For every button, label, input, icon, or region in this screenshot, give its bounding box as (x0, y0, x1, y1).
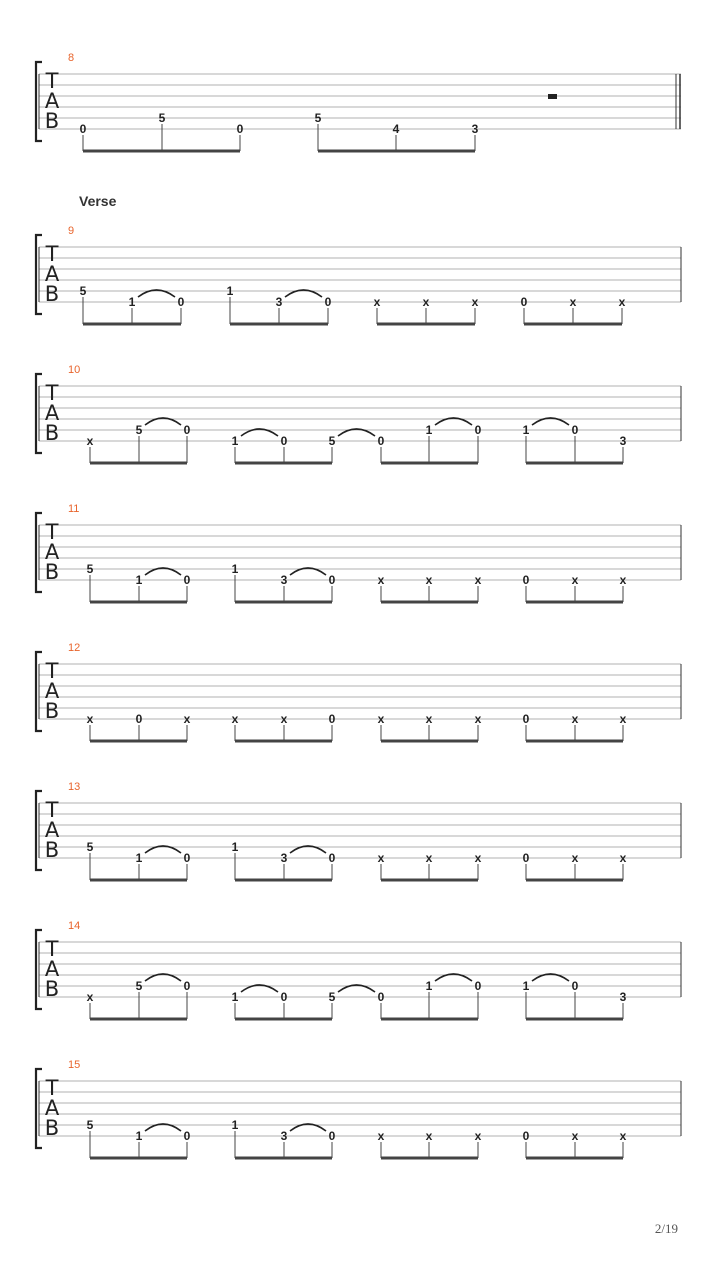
tab-clef-letter: T (45, 242, 59, 266)
tab-clef-letter: A (44, 679, 60, 703)
fret-number: x (377, 573, 385, 587)
fret-number: 0 (474, 423, 482, 437)
fret-number: x (425, 712, 433, 726)
fret-number: 0 (571, 979, 579, 993)
fret-number: 1 (522, 979, 530, 993)
fret-number: 3 (280, 851, 288, 865)
section-label-verse: Verse (79, 193, 117, 209)
fret-number: 3 (471, 122, 479, 136)
fret-number: 1 (425, 979, 433, 993)
fret-number: x (425, 851, 433, 865)
tab-clef-letter: T (45, 381, 59, 405)
fret-number: 1 (135, 851, 143, 865)
tab-clef-letter: A (44, 262, 60, 286)
fret-number: 0 (177, 295, 185, 309)
page-number: 2/19 (654, 1221, 678, 1236)
fret-number: x (377, 712, 385, 726)
fret-number: 5 (86, 1118, 94, 1132)
fret-number: 3 (619, 434, 627, 448)
fret-number: x (571, 851, 579, 865)
fret-number: 1 (226, 284, 234, 298)
fret-number: 0 (135, 712, 143, 726)
fret-number: x (474, 1129, 482, 1143)
fret-number: x (474, 573, 482, 587)
tab-clef-letter: B (44, 282, 60, 306)
tab-clef-letter: A (44, 1096, 60, 1120)
fret-number: 1 (135, 573, 143, 587)
fret-number: 5 (314, 111, 322, 125)
fret-number: 0 (328, 851, 336, 865)
tab-clef-letter: A (44, 89, 60, 113)
fret-number: x (471, 295, 479, 309)
fret-number: 0 (280, 434, 288, 448)
fret-number: x (619, 573, 627, 587)
fret-number: 0 (571, 423, 579, 437)
measure-number: 9 (68, 225, 75, 237)
fret-number: 1 (231, 840, 239, 854)
fret-number: x (231, 712, 239, 726)
fret-number: 1 (128, 295, 136, 309)
tab-clef-letter: B (44, 1116, 60, 1140)
tab-clef-letter: B (44, 977, 60, 1001)
tab-clef-letter: T (45, 798, 59, 822)
tab-clef-letter: A (44, 957, 60, 981)
measure-number: 13 (68, 781, 81, 793)
measure-number: 14 (68, 920, 81, 932)
tab-clef-letter: B (44, 699, 60, 723)
fret-number: x (377, 851, 385, 865)
fret-number: 0 (522, 573, 530, 587)
fret-number: 0 (183, 851, 191, 865)
fret-number: 5 (86, 840, 94, 854)
fret-number: 1 (231, 1118, 239, 1132)
fret-number: 5 (328, 434, 336, 448)
tab-clef-letter: A (44, 540, 60, 564)
fret-number: 0 (236, 122, 244, 136)
fret-number: x (422, 295, 430, 309)
fret-number: 5 (135, 423, 143, 437)
fret-number: x (619, 851, 627, 865)
fret-number: 5 (158, 111, 166, 125)
fret-number: 1 (231, 562, 239, 576)
fret-number: 0 (377, 434, 385, 448)
fret-number: 5 (79, 284, 87, 298)
tab-clef-letter: T (45, 1076, 59, 1100)
fret-number: 0 (474, 979, 482, 993)
fret-number: x (569, 295, 577, 309)
fret-number: 3 (275, 295, 283, 309)
measure-number: 12 (68, 642, 81, 654)
fret-number: x (377, 1129, 385, 1143)
fret-number: x (86, 990, 94, 1004)
fret-number: x (280, 712, 288, 726)
fret-number: 3 (280, 1129, 288, 1143)
fret-number: x (571, 712, 579, 726)
fret-number: x (474, 851, 482, 865)
fret-number: 0 (324, 295, 332, 309)
measure-number: 11 (68, 503, 80, 515)
fret-number: 1 (135, 1129, 143, 1143)
fret-number: x (618, 295, 626, 309)
tab-clef-letter: T (45, 69, 59, 93)
fret-number: x (86, 434, 94, 448)
measure-number: 8 (68, 52, 75, 64)
fret-number: 3 (619, 990, 627, 1004)
fret-number: x (373, 295, 381, 309)
fret-number: x (86, 712, 94, 726)
fret-number: 0 (328, 1129, 336, 1143)
tab-clef-letter: T (45, 659, 59, 683)
rest-symbol (548, 94, 557, 99)
tab-clef-letter: B (44, 421, 60, 445)
fret-number: 3 (280, 573, 288, 587)
tab-clef-letter: A (44, 818, 60, 842)
fret-number: 4 (392, 122, 400, 136)
fret-number: 0 (522, 1129, 530, 1143)
fret-number: 0 (522, 851, 530, 865)
fret-number: 0 (183, 1129, 191, 1143)
fret-number: 0 (520, 295, 528, 309)
fret-number: 0 (183, 979, 191, 993)
fret-number: x (571, 573, 579, 587)
measure-number: 10 (68, 364, 81, 376)
fret-number: x (619, 1129, 627, 1143)
fret-number: 5 (328, 990, 336, 1004)
tab-clef-letter: B (44, 560, 60, 584)
fret-number: 0 (79, 122, 87, 136)
tab-clef-letter: A (44, 401, 60, 425)
fret-number: x (571, 1129, 579, 1143)
fret-number: 1 (231, 434, 239, 448)
fret-number: 1 (425, 423, 433, 437)
tab-clef-letter: B (44, 109, 60, 133)
tab-clef-letter: T (45, 520, 59, 544)
tab-clef-letter: B (44, 838, 60, 862)
fret-number: 1 (522, 423, 530, 437)
fret-number: x (425, 573, 433, 587)
fret-number: x (425, 1129, 433, 1143)
measure-number: 15 (68, 1059, 81, 1071)
fret-number: 5 (135, 979, 143, 993)
fret-number: 0 (183, 423, 191, 437)
fret-number: 5 (86, 562, 94, 576)
fret-number: 0 (328, 573, 336, 587)
fret-number: 0 (280, 990, 288, 1004)
fret-number: x (183, 712, 191, 726)
fret-number: x (619, 712, 627, 726)
fret-number: 0 (328, 712, 336, 726)
fret-number: x (474, 712, 482, 726)
tab-clef-letter: T (45, 937, 59, 961)
fret-number: 0 (183, 573, 191, 587)
fret-number: 1 (231, 990, 239, 1004)
fret-number: 0 (522, 712, 530, 726)
fret-number: 0 (377, 990, 385, 1004)
